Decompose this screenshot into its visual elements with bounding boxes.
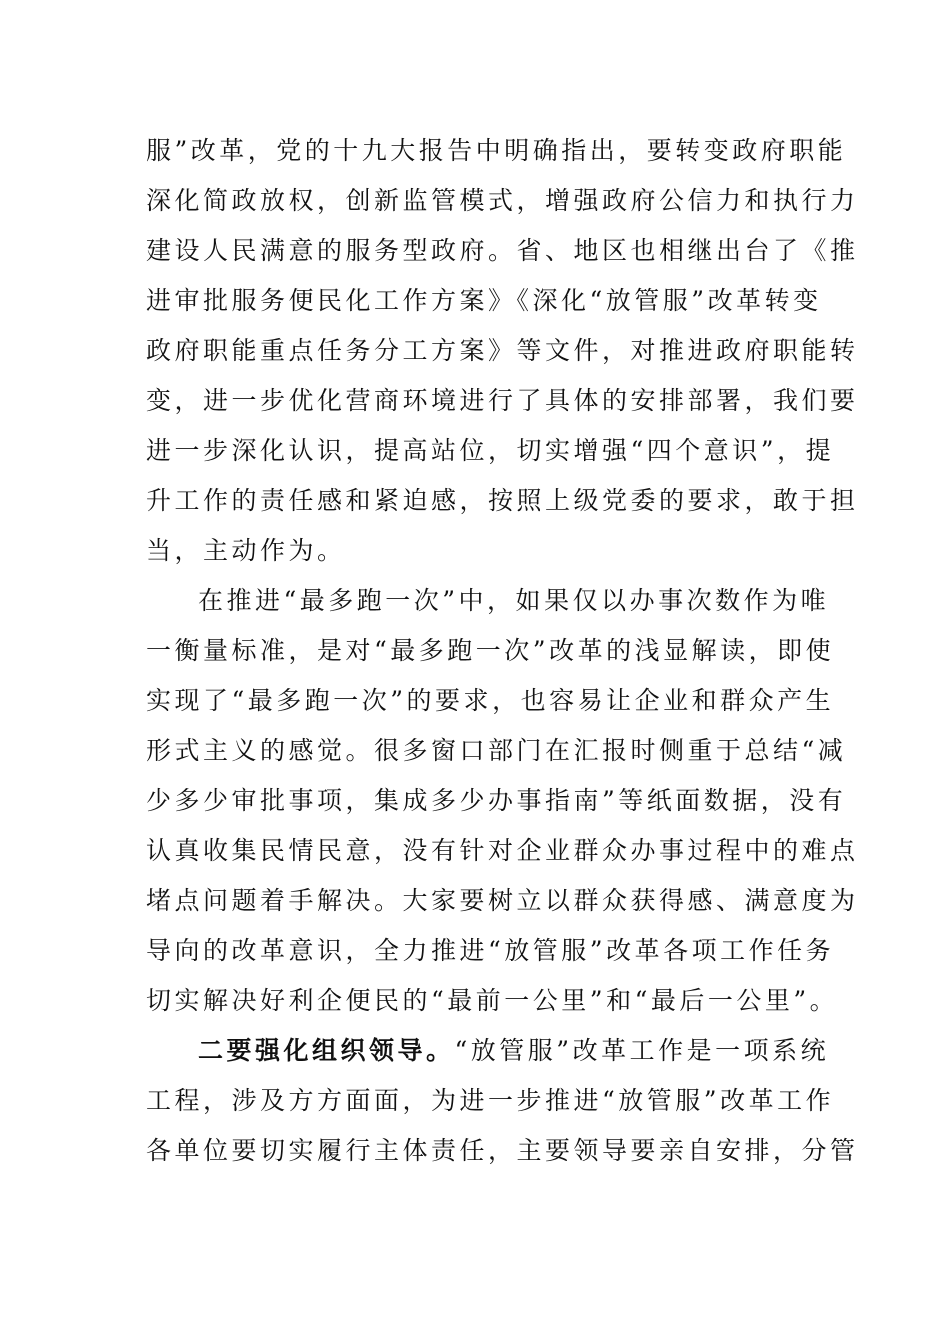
section-heading-continuation: “放管服”改革工作是一项系统 (454, 1036, 830, 1065)
text-line: 深化简政放权，创新监管模式，增强政府公信力和执行力 (146, 186, 859, 215)
text-line: 各单位要切实履行主体责任，主要领导要亲自安排，分管 (146, 1136, 859, 1165)
text-line: 一衡量标准，是对“最多跑一次”改革的浅显解读，即使 (146, 636, 835, 665)
text-line: 变，进一步优化营商环境进行了具体的安排部署，我们要 (146, 386, 859, 415)
text-line: 政府职能重点任务分工方案》等文件，对推进政府职能转 (146, 336, 859, 365)
document-body (146, 126, 859, 1176)
text-line: 实现了“最多跑一次”的要求，也容易让企业和群众产生 (146, 686, 835, 715)
section-heading-line (146, 1026, 830, 1076)
text-line: 切实解决好利企便民的“最前一公里”和“最后一公里”。 (146, 986, 839, 1015)
text-line: 当，主动作为。 (146, 536, 346, 565)
text-line: 工程，涉及方方面面，为进一步推进“放管服”改革工作 (146, 1086, 835, 1115)
text-line: 形式主义的感觉。很多窗口部门在汇报时侧重于总结“减 (146, 736, 847, 765)
text-line: 升工作的责任感和紧迫感，按照上级党委的要求，敢于担 (146, 486, 859, 515)
text-line: 导向的改革意识，全力推进“放管服”改革各项工作任务 (146, 936, 835, 965)
section-heading: 二要强化组织领导。 (198, 1036, 455, 1065)
text-line: 认真收集民情民意，没有针对企业群众办事过程中的难点 (146, 836, 859, 865)
text-line: 建设人民满意的服务型政府。省、地区也相继出台了《推 (146, 236, 859, 265)
text-line: 少多少审批事项，集成多少办事指南”等纸面数据，没有 (146, 786, 847, 815)
text-line: 服”改革，党的十九大报告中明确指出，要转变政府职能 (146, 136, 847, 165)
paragraph-start-line: 在推进“最多跑一次”中，如果仅以办事次数作为唯 (198, 586, 830, 615)
text-line: 堵点问题着手解决。大家要树立以群众获得感、满意度为 (146, 886, 859, 915)
text-line: 进审批服务便民化工作方案》《深化“放管服”改革转变 (146, 286, 822, 315)
text-line: 进一步深化认识，提高站位，切实增强“四个意识”，提 (146, 436, 835, 465)
